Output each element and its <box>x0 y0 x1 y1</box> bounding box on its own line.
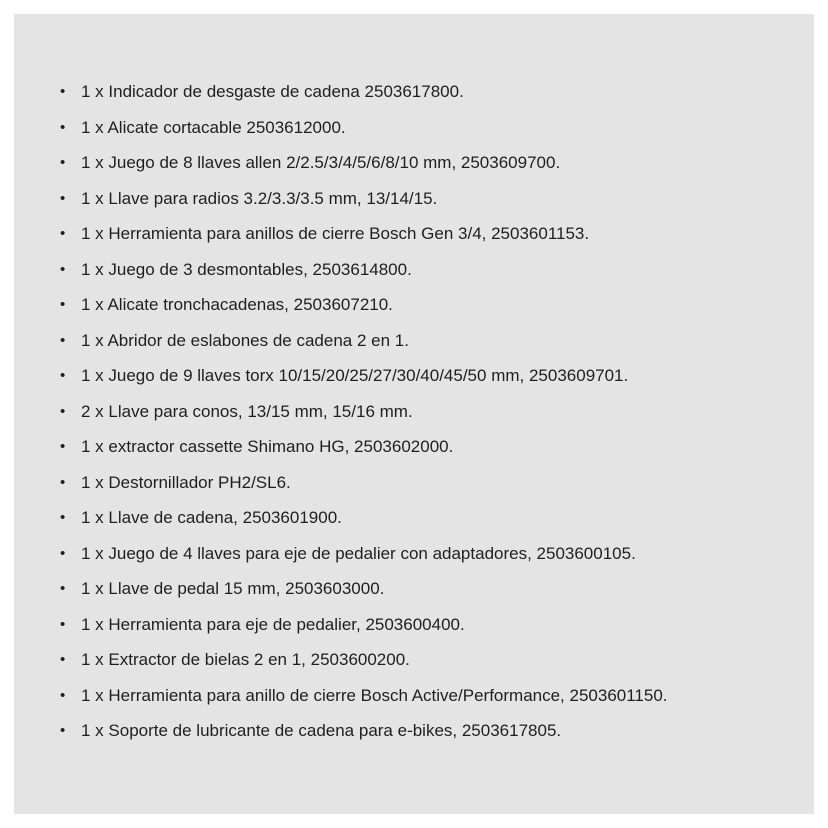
list-item-text: 1 x Herramienta para eje de pedalier, 2503600400. <box>81 614 465 634</box>
list-item <box>60 150 800 186</box>
bullet: • <box>60 686 66 704</box>
bullet: • <box>60 651 66 668</box>
list-item-text: 1 x Juego de 8 llaves allen 2/2.5/3/4/5/6/8/10 mm, 2503609700. <box>81 153 561 172</box>
bullet: • <box>60 722 66 739</box>
list-item-text: 1 x Llave de pedal 15 mm, 2503603000. <box>81 579 385 598</box>
list-item-text: 1 x Abridor de eslabones de cadena 2 en 1. <box>81 330 409 350</box>
list-item <box>60 612 800 648</box>
bullet: • <box>60 331 66 349</box>
list-item <box>60 683 800 719</box>
list-item-text: 1 x Juego de 3 desmontables, 2503614800. <box>81 259 412 279</box>
tool-list <box>60 79 800 754</box>
list-item <box>60 470 800 506</box>
list-item-text: 1 x Llave para radios 3.2/3.3/3.5 mm, 13/14/15. <box>81 188 438 208</box>
bullet: • <box>60 189 66 207</box>
bullet: • <box>60 473 66 491</box>
bullet: • <box>60 580 66 597</box>
list-item-text: 1 x Alicate tronchacadenas, 2503607210. <box>81 295 393 314</box>
list-item <box>60 647 800 683</box>
list-item-text: 1 x Indicador de desgaste de cadena 2503617800. <box>81 82 464 101</box>
list-item <box>60 292 800 328</box>
list-item <box>60 576 800 612</box>
list-item-text: 1 x Juego de 4 llaves para eje de pedalier con adaptadores, 2503600105. <box>81 543 636 563</box>
bullet: • <box>60 367 66 384</box>
list-item-text: 1 x Alicate cortacable 2503612000. <box>81 117 346 137</box>
list-item <box>60 328 800 364</box>
list-item <box>60 363 800 399</box>
bullet: • <box>60 296 66 313</box>
list-item-text: 2 x Llave para conos, 13/15 mm, 15/16 mm. <box>81 401 413 421</box>
bullet: • <box>60 544 66 562</box>
bullet: • <box>60 83 66 100</box>
bullet: • <box>60 509 66 526</box>
content-panel <box>14 14 814 814</box>
list-item <box>60 257 800 293</box>
list-item-text: 1 x Herramienta para anillo de cierre Bosch Active/Performance, 2503601150. <box>81 685 668 705</box>
list-item <box>60 115 800 151</box>
list-item-text: 1 x Extractor de bielas 2 en 1, 2503600200. <box>81 650 410 669</box>
bullet: • <box>60 260 66 278</box>
list-item-text: 1 x Soporte de lubricante de cadena para e-bikes, 2503617805. <box>81 721 562 740</box>
bullet: • <box>60 438 66 455</box>
bullet: • <box>60 154 66 171</box>
list-item <box>60 718 800 754</box>
list-item-text: 1 x extractor cassette Shimano HG, 2503602000. <box>81 437 454 456</box>
bullet: • <box>60 225 66 242</box>
list-item <box>60 541 800 577</box>
bullet: • <box>60 402 66 420</box>
list-item <box>60 434 800 470</box>
list-item-text: 1 x Juego de 9 llaves torx 10/15/20/25/27/30/40/45/50 mm, 2503609701. <box>81 366 629 385</box>
bullet: • <box>60 615 66 633</box>
list-item <box>60 79 800 115</box>
bullet: • <box>60 118 66 136</box>
list-item-text: 1 x Herramienta para anillos de cierre Bosch Gen 3/4, 2503601153. <box>81 224 590 243</box>
list-item-text: 1 x Llave de cadena, 2503601900. <box>81 508 342 527</box>
list-item <box>60 505 800 541</box>
list-item <box>60 186 800 222</box>
list-item <box>60 221 800 257</box>
list-item <box>60 399 800 435</box>
list-item-text: 1 x Destornillador PH2/SL6. <box>81 472 291 492</box>
